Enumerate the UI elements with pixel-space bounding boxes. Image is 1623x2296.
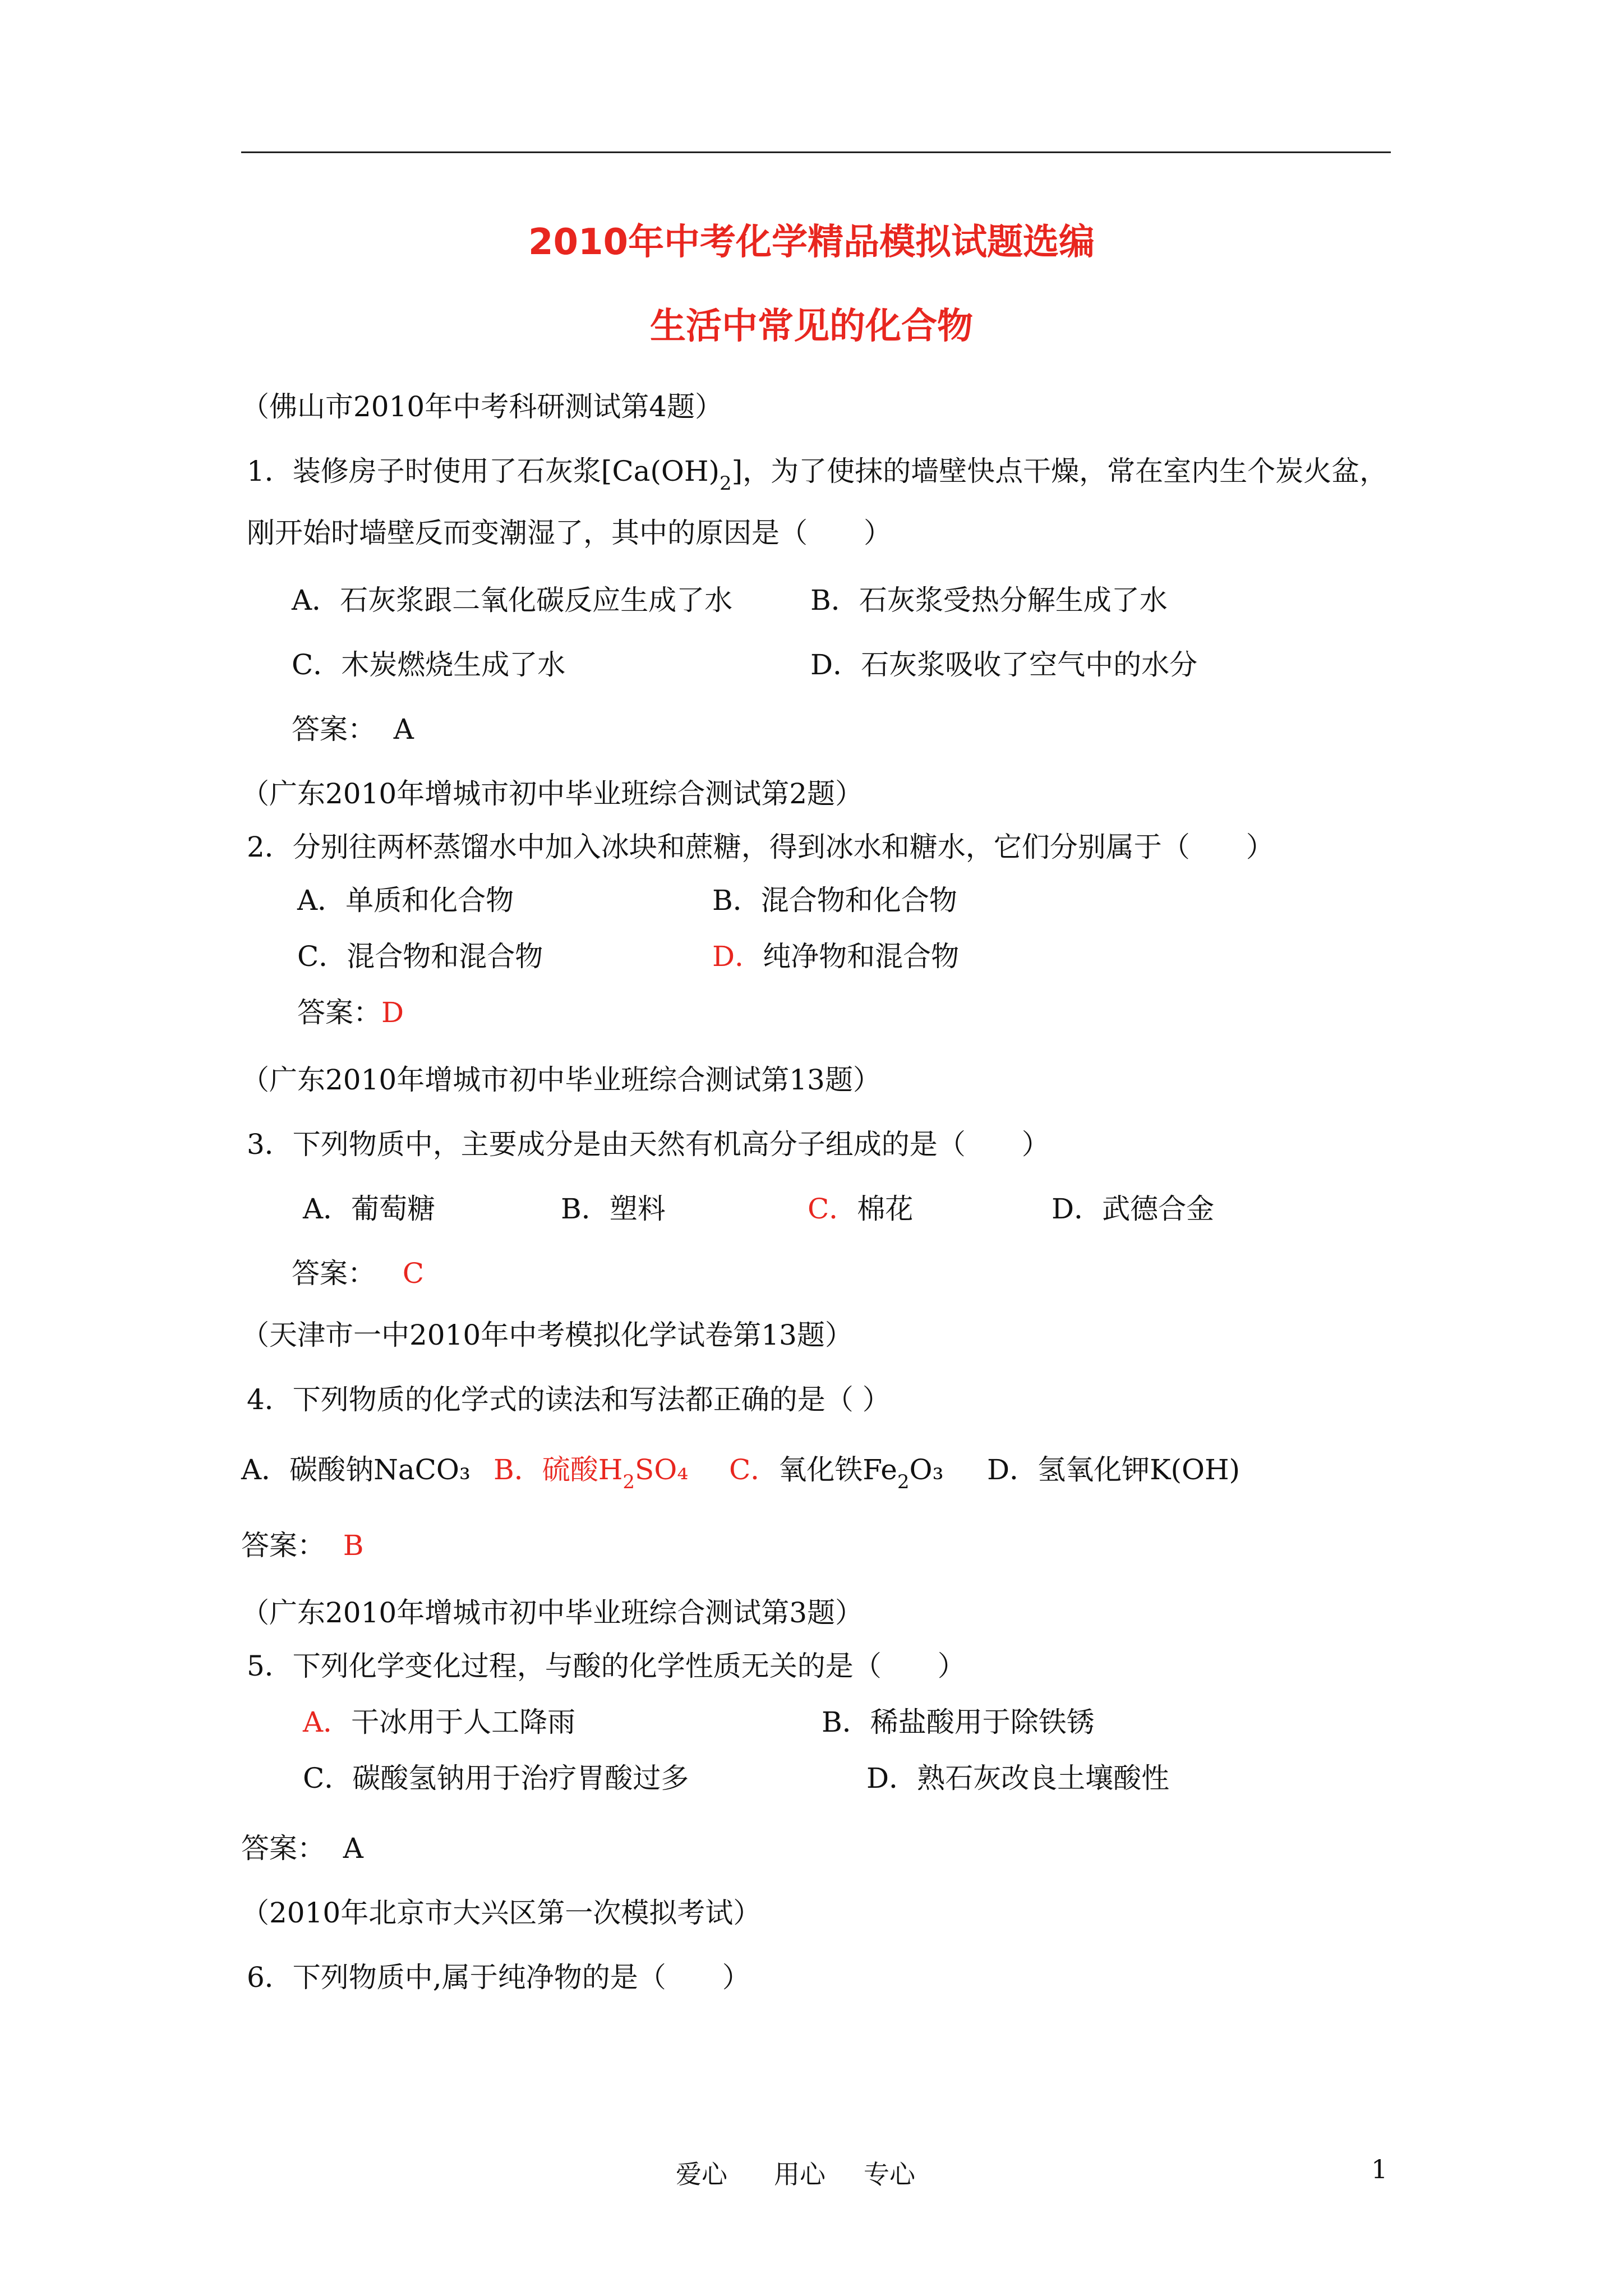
q6-source: （2010年北京市大兴区第一次模拟考试） bbox=[241, 1897, 762, 1929]
q5-answer bbox=[241, 1826, 363, 1866]
q1-stem-part-b: ]，为了使抹的墙壁快点干燥，常在室内生个炭火盆， bbox=[731, 455, 1388, 487]
q4-option-c-post: O₃ bbox=[909, 1453, 944, 1486]
q2-stem: 2．分别往两杯蒸馏水中加入冰块和蔗糖，得到冰水和糖水，它们分别属于（ ） bbox=[247, 831, 1274, 863]
q5-answer-value: A bbox=[343, 1832, 363, 1865]
q3-answer-value: C bbox=[402, 1257, 424, 1290]
q5-source: （广东2010年增城市初中毕业班综合测试第3题） bbox=[241, 1596, 864, 1629]
page-number: 1 bbox=[1371, 2154, 1388, 2184]
q2-option-c: C．混合物和混合物 bbox=[297, 940, 543, 973]
q1-option-b: B．石灰浆受热分解生成了水 bbox=[810, 584, 1168, 616]
q2-option-b: B．混合物和化合物 bbox=[712, 884, 957, 917]
q4-option-c-letter: C． bbox=[729, 1453, 779, 1486]
q3-source: （广东2010年增城市初中毕业班综合测试第13题） bbox=[241, 1064, 881, 1096]
document-title: 2010年中考化学精品模拟试题选编 bbox=[528, 222, 1095, 263]
document-subtitle: 生活中常见的化合物 bbox=[650, 306, 973, 347]
q1-answer-label: 答案： bbox=[292, 713, 376, 746]
q2-answer bbox=[297, 990, 404, 1030]
q1-source: （佛山市2010年中考科研测试第4题） bbox=[241, 390, 723, 423]
q2-answer-value: D bbox=[381, 996, 404, 1029]
q4-source: （天津市一中2010年中考模拟化学试卷第13题） bbox=[241, 1319, 853, 1351]
q3-option-c bbox=[808, 1186, 913, 1227]
q5-option-d: D．熟石灰改良土壤酸性 bbox=[866, 1762, 1170, 1795]
q2-source: （广东2010年增城市初中毕业班综合测试第2题） bbox=[241, 777, 864, 810]
footer-slogan-3: 专心 bbox=[864, 2159, 915, 2189]
q3-option-d: D．武德合金 bbox=[1052, 1193, 1215, 1225]
q4-answer-label: 答案： bbox=[241, 1529, 325, 1562]
q4-answer bbox=[241, 1523, 364, 1563]
footer-slogan-2: 用心 bbox=[774, 2159, 826, 2189]
q4-answer-value: B bbox=[343, 1529, 364, 1562]
q4-option-b-pre: B．硫酸H bbox=[494, 1453, 623, 1486]
q4-stem: 4．下列物质的化学式的读法和写法都正确的是（ ） bbox=[247, 1383, 891, 1416]
q2-option-d-letter: D． bbox=[712, 940, 763, 973]
q1-stem-subscript: 2 bbox=[720, 472, 732, 495]
footer-slogan-1: 爱心 bbox=[676, 2159, 727, 2189]
q4-option-c-subscript: 2 bbox=[897, 1471, 910, 1493]
q2-option-d bbox=[712, 934, 959, 974]
q3-option-c-text: 棉花 bbox=[857, 1193, 914, 1225]
q4-option-b bbox=[494, 1447, 689, 1493]
q4-option-a: A．碳酸钠NaCO₃ bbox=[241, 1453, 471, 1486]
q2-option-d-text: 纯净物和混合物 bbox=[763, 940, 960, 973]
q1-answer-value: A bbox=[393, 713, 414, 746]
q5-option-b: B．稀盐酸用于除铁锈 bbox=[822, 1706, 1095, 1738]
q5-option-a bbox=[303, 1700, 575, 1740]
q1-stem-part-a: 1．装修房子时使用了石灰浆[Ca(OH) bbox=[247, 455, 720, 487]
q1-stem bbox=[247, 449, 1388, 495]
q1-answer bbox=[292, 707, 414, 747]
q3-option-a: A．葡萄糖 bbox=[303, 1193, 436, 1225]
q3-option-c-letter: C． bbox=[808, 1193, 857, 1225]
q5-option-a-text: 干冰用于人工降雨 bbox=[351, 1706, 576, 1738]
q1-option-c: C．木炭燃烧生成了水 bbox=[292, 648, 566, 681]
q4-option-c bbox=[729, 1447, 944, 1493]
q3-stem: 3．下列物质中，主要成分是由天然有机高分子组成的是（ ） bbox=[247, 1128, 1050, 1161]
q2-option-a: A．单质和化合物 bbox=[297, 884, 514, 917]
q3-answer-label: 答案： bbox=[292, 1257, 376, 1290]
q1-option-a: A．石灰浆跟二氧化碳反应生成了水 bbox=[292, 584, 733, 616]
q5-answer-label: 答案： bbox=[241, 1832, 325, 1865]
q1-stem-line2: 刚开始时墙壁反而变潮湿了，其中的原因是（ ） bbox=[247, 517, 892, 549]
q4-option-d: D．氢氧化钾K(OH) bbox=[987, 1453, 1241, 1486]
q4-option-b-post: SO₄ bbox=[635, 1453, 689, 1486]
q4-option-c-pre: 氧化铁Fe bbox=[778, 1453, 897, 1486]
q6-stem: 6．下列物质中,属于纯净物的是（ ） bbox=[247, 1961, 750, 1994]
q5-option-a-letter: A． bbox=[303, 1706, 352, 1738]
header-rule bbox=[241, 151, 1391, 153]
q5-option-c: C．碳酸氢钠用于治疗胃酸过多 bbox=[303, 1762, 689, 1795]
q1-option-d: D．石灰浆吸收了空气中的水分 bbox=[810, 648, 1198, 681]
q3-option-b: B．塑料 bbox=[561, 1193, 666, 1225]
q4-option-b-subscript: 2 bbox=[623, 1471, 635, 1493]
q5-stem: 5．下列化学变化过程，与酸的化学性质无关的是（ ） bbox=[247, 1650, 966, 1682]
q2-answer-label: 答案： bbox=[297, 996, 381, 1029]
q3-answer bbox=[292, 1251, 424, 1291]
